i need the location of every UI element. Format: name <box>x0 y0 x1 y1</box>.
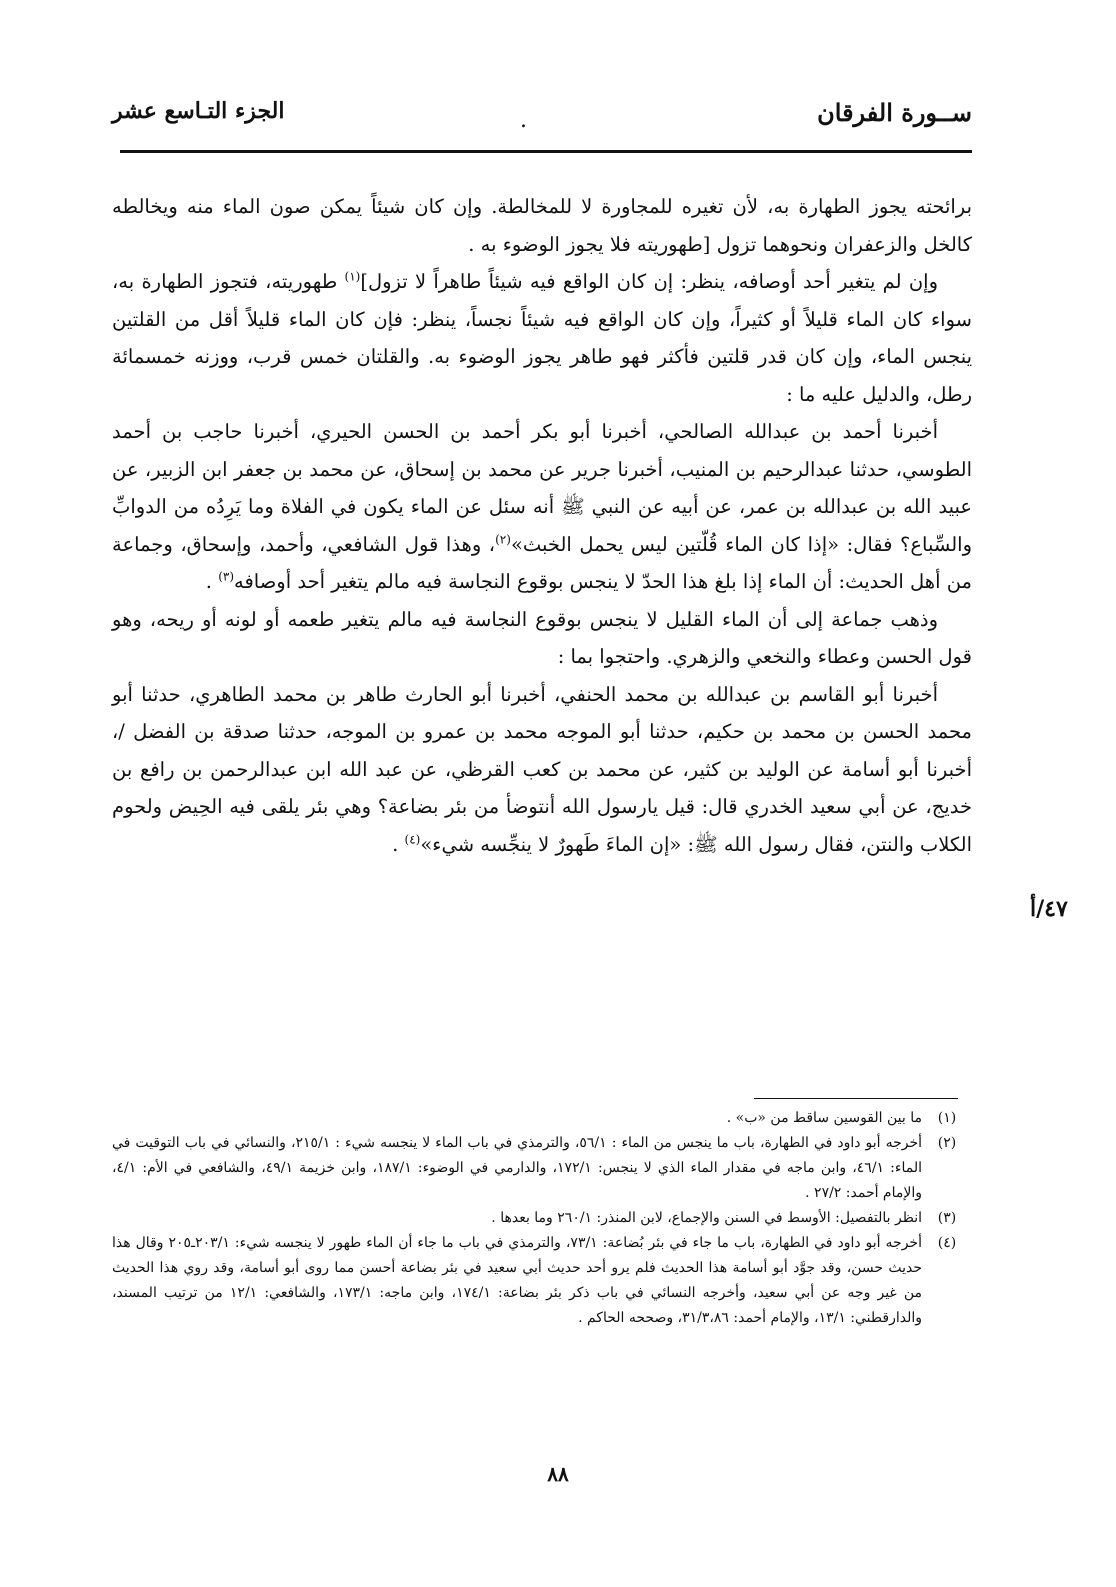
paragraph-3: أخبرنا أحمد بن عبدالله الصالحي، أخبرنا أبو بكر أحمد بن الحسن الحيري، أخبرنا حاجب بن أحمد الطوسي، حدثنا عبدالرحيم بن المنيب، أخبرنا جرير عن محمد بن إسحاق، عن محمد بن جعفر ابن الزبير، عن عبيد الله بن عبدالله بن عمر، عن أبيه عن النبي ﷺ أنه سئل عن الماء يكون في الفلاة وما يَرِدُه من الدوابِّ والسِّباع؟ فقال: «إذا كان الماء قُلّتين ليس يحمل الخبث»$^{(٢)}$، وهذا قول الشافعي، وأحمد، وإسحاق، وجماعة من أهل الحديث: أن الماء إذا بلغ هذا الحدّ لا ينجس بوقوع النجاسة فيه مالم يتغير أحد أوصافه$^{(٣)}$ . <box>112 420 972 593</box>
footnote-item <box>112 1106 972 1131</box>
footnote-item <box>112 1206 972 1231</box>
footnote-ref-1[interactable]: (١) <box>344 269 361 284</box>
footnote-text: أخرجه أبو داود في الطهارة، باب ما جاء في بئر بُضاعة: ٧٣/١، والترمذي في باب ما جاء أن الماء طهور لا ينجسه شيء: ٢٠٣/١ـ٢٠٥ وقال هذا حديث حسن، وقد جوَّد أبو أسامة هذا الحديث فلم يرو أحد حديث أبي سعيد في بئر بضاعة أحسن مما روى أبو أسامة، وقد روي هذا الحديث من غير وجه عن أبي سعيد، وأخرجه النسائي في باب ذكر بئر بضاعة: ١٧٤/١، وابن ماجه: ١٧٣/١، والشافعي: ١٢/١ من ترتيب المسند، والدارقطني: ١٣/١، والإمام أحمد: ٣١/٣،٨٦، وصححه الحاكم . <box>112 1235 923 1326</box>
footnote-number: (١) <box>937 1110 957 1126</box>
paragraph-5: أخبرنا أبو القاسم بن عبدالله بن محمد الحنفي، أخبرنا أبو الحارث طاهر بن محمد الطاهري، حدثنا أبو محمد الحسن بن محمد بن حكيم، حدثنا أبو الموجه محمد بن عمرو بن الموجه، حدثنا صدقة بن الفضل /، أخبرنا أبو أسامة عن الوليد بن كثير، عن محمد بن كعب القرظي، عن عبد الله ابن عبدالرحمن بن رافع بن خديج، عن أبي سعيد الخدري قال: قيل يارسول الله أنتوضأ من بئر بضاعة؟ وهي بئر يلقى فيه الحِيض ولحوم الكلاب والنتن، فقال رسول الله ﷺ: «إن الماءَ طَهورٌ لا ينجِّسه شيء»$^{(٤)}$ . <box>112 682 972 856</box>
juz-title: الجزء التـاسع عشر <box>112 98 285 124</box>
surah-title: ســورة الفرقان <box>817 98 972 127</box>
footnote-item <box>112 1231 972 1331</box>
footnote-item <box>112 1131 972 1206</box>
footnote-number: (٢) <box>937 1135 957 1151</box>
footnote-ref-2[interactable]: (٢) <box>495 532 511 546</box>
footnote-rule <box>754 1098 958 1099</box>
footnote-text: أخرجه أبو داود في الطهارة، باب ما ينجس من الماء : ٥٦/١، والترمذي في باب الماء لا ينجسه شيء : ٢١٥/١، والنسائي في باب التوقيت في الماء: ٤٦/١، وابن ماجه في مقدار الماء الذي لا ينجس: ١٧٢/١، والدارمي في الوضوء: ١٨٧/١، وابن خزيمة ٤٩/١، والشافعي في الأم: ٤/١، والإمام أحمد: ٢٧/٢ . <box>112 1135 922 1201</box>
footnote-ref-4[interactable]: (٤) <box>404 832 421 846</box>
footnote-number: (٣) <box>937 1210 957 1226</box>
paragraph-4: وذهب جماعة إلى أن الماء القليل لا ينجس بوقوع النجاسة فيه مالم يتغير طعمه أو لونه أو ريحه، وهو قول الحسن وعطاء والنخعي والزهري. واحتجوا بما : <box>112 607 972 668</box>
header-separator: . <box>520 108 527 133</box>
footnotes <box>112 1106 972 1331</box>
header-rule <box>120 150 972 153</box>
main-text <box>112 188 972 863</box>
footnote-ref-3[interactable]: (٣) <box>218 569 235 584</box>
page-header <box>112 98 972 150</box>
paragraph-2: وإن لم يتغير أحد أوصافه، ينظر: إن كان الواقع فيه شيئاً طاهراً لا تزول]$^{(١)}$ طهوريته، فتجوز الطهارة به، سواء كان الماء قليلاً أو كثيراً، وإن كان الواقع فيه شيئاً نجساً، ينظر: فإن كان الماء قليلاً أقل من القلتين ينجس الماء، وإن كان قدر قلتين فأكثر فهو طاهر يجوز الوضوء به. والقلتان خمس قرب، ووزنه خمسمائة رطل، والدليل عليه ما : <box>112 269 972 406</box>
page-number: ٨٨ <box>547 1462 569 1486</box>
manuscript-folio-note: ٤٧/أ <box>1030 896 1068 922</box>
footnote-text: انظر بالتفصيل: الأوسط في السنن والإجماع، لابن المنذر: ٢٦٠/١ وما بعدها . <box>491 1210 922 1226</box>
footnote-number: (٤) <box>937 1235 957 1251</box>
footnote-text: ما بين القوسين ساقط من «ب» . <box>726 1110 922 1126</box>
paragraph-1: برائحته يجوز الطهارة به، لأن تغيره للمجاورة لا للمخالطة. وإن كان شيئاً يمكن صون الماء منه ويخالطه كالخل والزعفران ونحوهما تزول [طهوريته فلا يجوز الوضوء به . <box>112 195 972 256</box>
